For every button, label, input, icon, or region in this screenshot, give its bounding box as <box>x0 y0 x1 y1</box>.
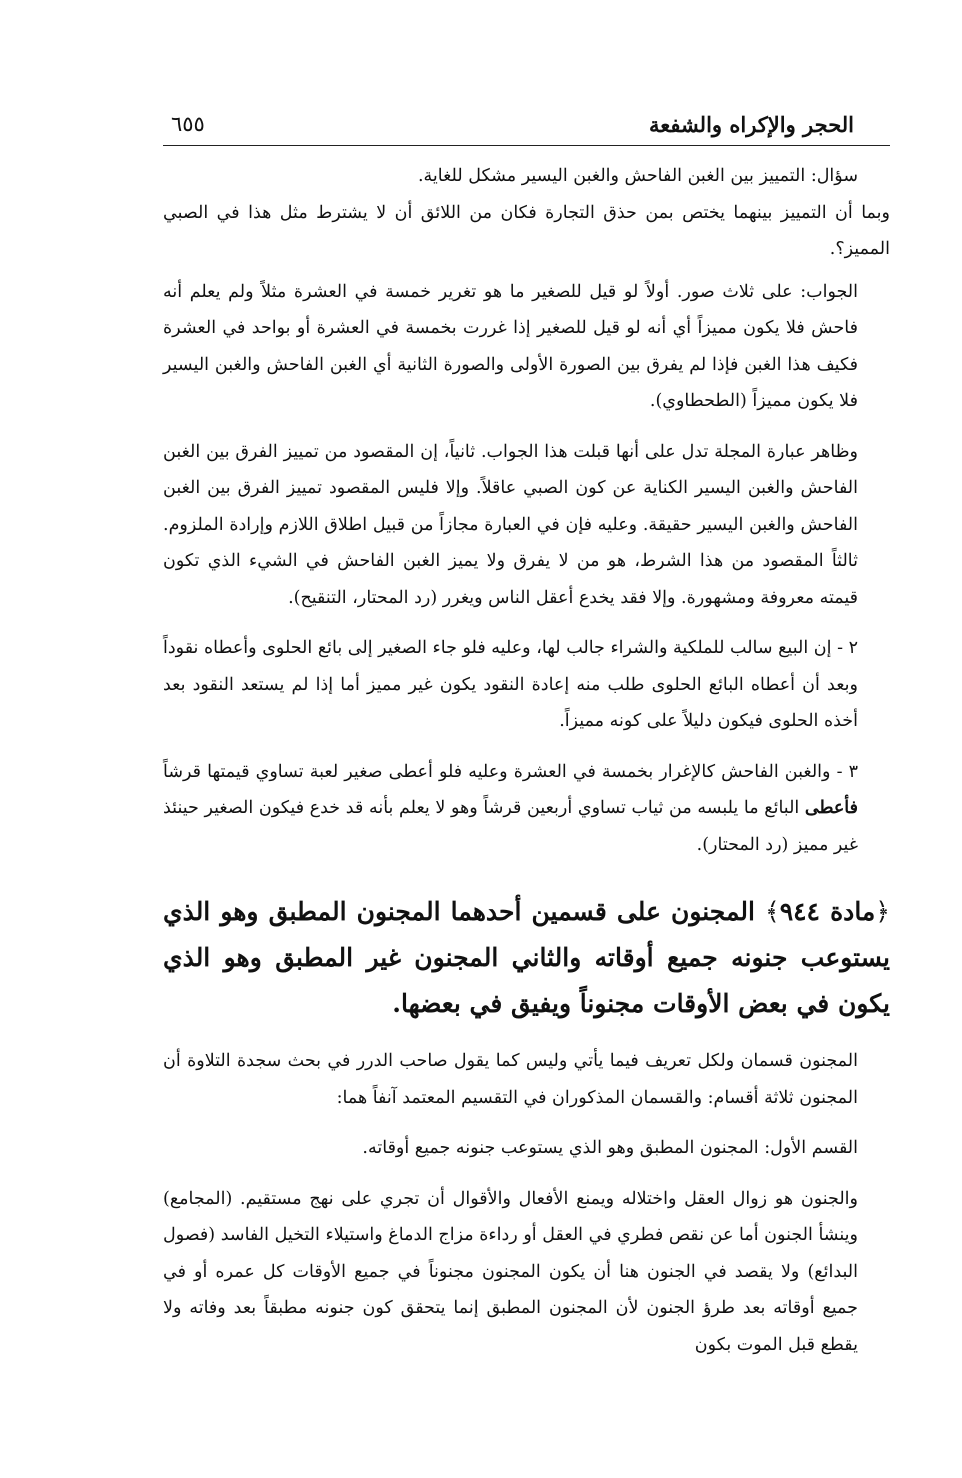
question-line-1: سؤال: التمييز بين الغبن الفاحش والغبن اليسير مشكل للغاية. <box>417 166 858 186</box>
point-3-paragraph <box>163 754 890 864</box>
page-header <box>163 108 890 142</box>
answer-paragraph-1: الجواب: على ثلاث صور. أولاً لو قيل للصغير ما هو تغرير خمسة في العشرة مثلاً ولم يعلم أنه فاحش فلا يكون مميزاً أي أنه لو قيل للصغير إذا غررت بخمسة في العشرة أو بواحد في العشرة فكيف هذا الغبن فإذا لم يفرق بين الصورة الأولى والصورة الثانية أي الغبن الفاحش والغبن اليسير فلا يكون مميزاً (الطحطاوي). <box>163 281 858 411</box>
question-line-2: وبما أن التمييز بينهما يختص بمن حذق التجارة فكان من اللائق أن لا يشترط مثل هذا في الصبي المميز؟. <box>163 202 890 259</box>
commentary-paragraph-1: المجنون قسمان ولكل تعريف فيما يأتي وليس كما يقول صاحب الدرر في بحث سجدة التلاوة أن المجنون ثلاثة أقسام: والقسمان المذكوران في التقسيم المعتمد آنفاً هما: <box>163 1051 858 1108</box>
commentary-paragraph-3: والجنون هو زوال العقل واختلاله ويمنع الأفعال والأقوال أن تجري على نهج مستقيم. (المجامع) وينشأ الجنون أما عن نقص فطري في العقل أو رداءة مزاج الدماغ واستيلاء التخيل الفاسد (فصول البدائع) ولا يقصد في الجنون هنا أن يكون المجنون مجنوناً في جميع الأوقات كل عمره أو في جميع أوقاته بعد طرؤ الجنون لأن المجنون المطبق إنما يتحقق كون جنونه مطبقاً بعد وفاته ولا يقطع قبل الموت بكون <box>163 1188 858 1355</box>
commentary-paragraph-2: القسم الأول: المجنون المطبق وهو الذي يستوعب جنونه جميع أوقاته. <box>362 1138 858 1158</box>
running-title: الحجر والإكراه والشفعة <box>648 112 854 137</box>
article-open-bracket: ﴿ <box>875 897 890 926</box>
answer-paragraph-2: وظاهر عبارة المجلة تدل على أنها قبلت هذا الجواب. ثانياً، إن المقصود من تمييز الفرق بين الغبن الفاحش والغبن اليسير الكناية عن كون الصبي عاقلاً. وإلا فليس المقصود تمييز الفرق بين الغبن الفاحش والغبن اليسير حقيقة. وعليه فإن في العبارة مجازاً من قبيل اطلاق اللازم وإرادة الملزوم. ثالثاً المقصود من هذا الشرط، هو من لا يفرق ولا يميز الغبن الفاحش في الشيء الذي تكون قيمته معروفة ومشهورة. وإلا فقد يخدع أعقل الناس ويغرر (رد المحتار، التنقيح). <box>163 441 858 608</box>
page-body <box>163 158 890 1377</box>
point-3-text-b: البائع ما يلبسه من ثياب تساوي أربعين قرشاً وهو لا يعلم بأنه قد خدع فيكون الصغير حينئذ غير مميز (رد المحتار). <box>163 798 858 855</box>
point-2-paragraph: ٢ - إن البيع سالب للملكية والشراء جالب لها، وعليه فلو جاء الصغير إلى بائع الحلوى وأعطاه نقوداً وبعد أن أعطاه البائع الحلوى طلب منه إعادة النقود يكون غير مميز أما إذا لم يستعد النقود بعد أخذه الحلوى فيكون دليلاً على كونه مميزاً. <box>163 638 858 731</box>
header-rule <box>163 145 890 146</box>
article-title: مادة ٩٤٤ <box>779 897 876 926</box>
article-text: المجنون على قسمين أحدهما المجنون المطبق وهو الذي يستوعب جنونه جميع أوقاته والثاني المجنون غير المطبق وهو الذي يكون في بعض الأوقات مجنوناً ويفيق في بعضها. <box>163 897 890 1018</box>
page-number: ٦٥٥ <box>171 112 205 136</box>
point-3-text-a: ٣ - والغبن الفاحش كالإغرار بخمسة في العشرة وعليه فلو أعطى صغير لعبة تساوي قيمتها قرشاً <box>163 761 858 782</box>
article-close-bracket: ﴾ <box>765 897 780 926</box>
question-paragraph <box>163 158 890 268</box>
article-944 <box>163 889 890 1027</box>
point-3-bold-word: فأعطى <box>804 798 858 818</box>
